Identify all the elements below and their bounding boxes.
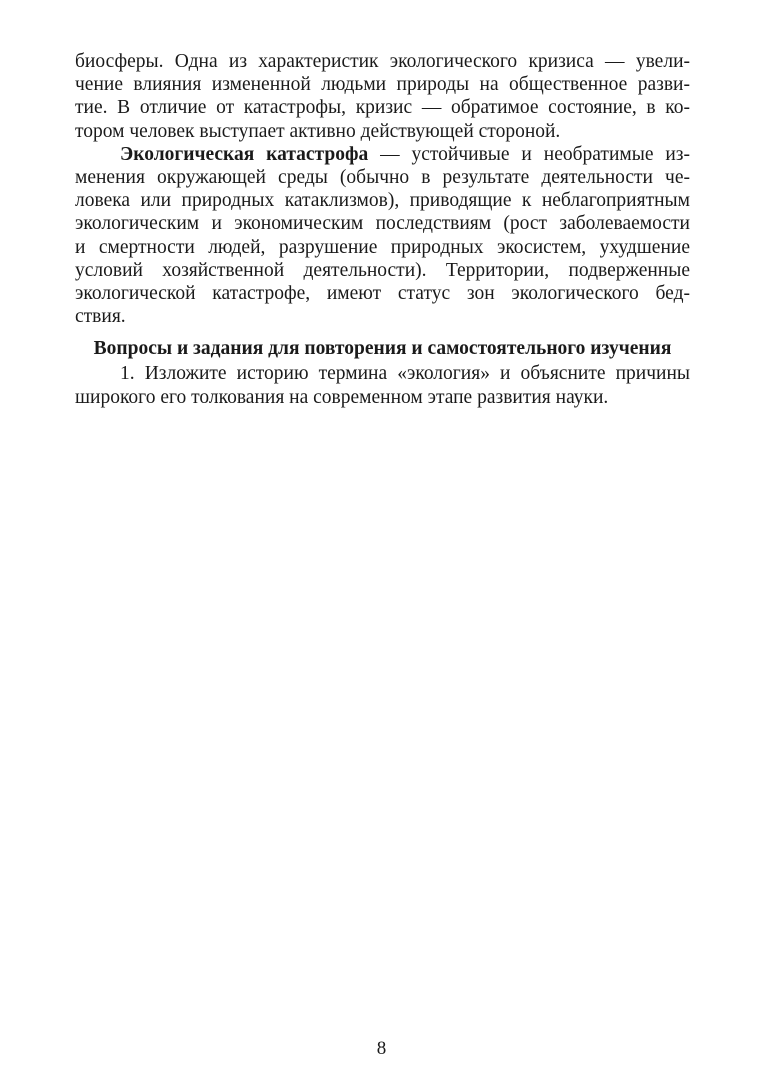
text-line: чение влияния измененной людьми природы на общественное разви- bbox=[75, 74, 690, 96]
definition-text: — устойчивые и необратимые из- bbox=[368, 143, 690, 165]
text-line: биосферы. Одна из характеристик экологического кризиса — увели- bbox=[75, 51, 690, 72]
defined-term: Экологическая катастрофа bbox=[120, 143, 369, 165]
definition-line bbox=[75, 143, 690, 166]
section-heading: Вопросы и задания для повторения и самостоятельного изучения bbox=[93, 338, 672, 360]
text-line: ловека или природных катаклизмов), приводящие к неблагоприятным bbox=[75, 190, 690, 212]
text-line: условий хозяйственной деятельности). Территории, подверженные bbox=[75, 259, 690, 281]
text-line: тие. В отличие от катастрофы, кризис — обратимое состояние, в ко- bbox=[75, 97, 690, 119]
text-line: широкого его толкования на современном этапе развития науки. bbox=[75, 386, 609, 408]
paragraph-ecological-crisis bbox=[75, 50, 690, 143]
text-line: ствия. bbox=[75, 306, 126, 328]
text-line: 1. Изложите историю термина «экология» и объясните причины bbox=[120, 363, 690, 385]
page-content bbox=[75, 50, 690, 409]
text-line: тором человек выступает активно действующей стороной. bbox=[75, 120, 561, 142]
text-line: менения окружающей среды (обычно в результате деятельности че- bbox=[75, 166, 690, 188]
text-line: экологической катастрофе, имеют статус зон экологического бед- bbox=[75, 282, 690, 304]
question-1 bbox=[75, 362, 690, 408]
paragraph-ecological-catastrophe bbox=[75, 143, 690, 329]
page-number: 8 bbox=[376, 1038, 387, 1059]
text-line: и смертности людей, разрушение природных экосистем, ухудшение bbox=[75, 236, 690, 258]
text-line: экологическим и экономическим последствиям (рост заболеваемости bbox=[75, 213, 690, 235]
